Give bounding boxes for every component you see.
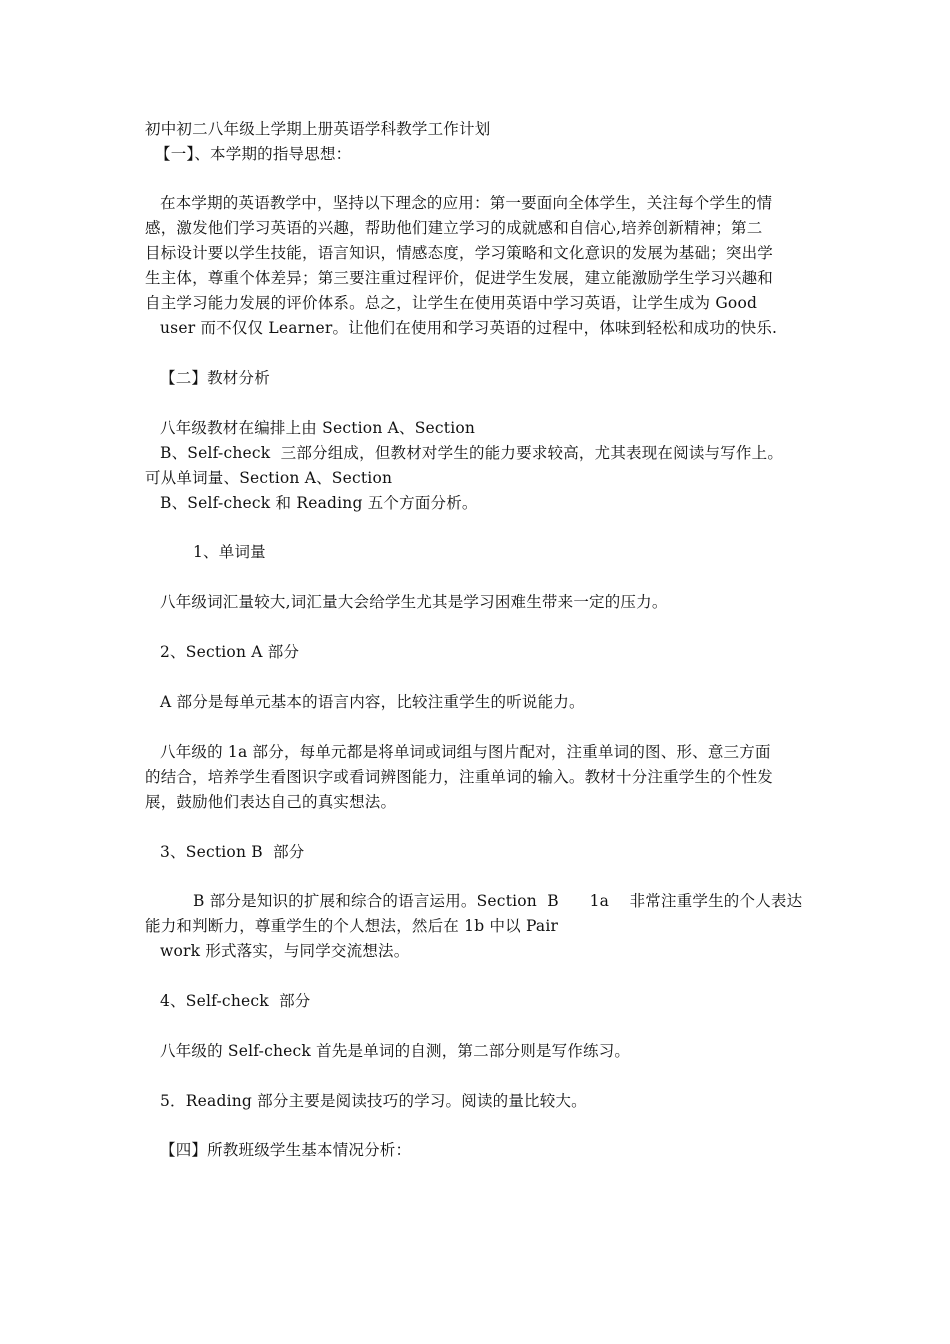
section-b-text-line: B 部分是知识的扩展和综合的语言运用。Section B 1a 非常注重学生的个人表达 — [193, 892, 803, 910]
textbook-intro-line: B、Self-check 和 Reading 五个方面分析。 — [160, 494, 478, 512]
section-1-paragraph-line: 自主学习能力发展的评价体系。总之，让学生在使用英语中学习英语，让学生成为 Good — [145, 294, 758, 312]
section-b-text-line: 能力和判断力，尊重学生的个人想法，然后在 1b 中以 Pair — [145, 917, 559, 935]
document-title: 初中初二八年级上学期上册英语学科教学工作计划 — [145, 120, 491, 138]
section-1-paragraph-line: 感，激发他们学习英语的兴趣，帮助他们建立学习的成就感和自信心,培养创新精神；第二 — [145, 219, 763, 237]
self-check-text: 八年级的 Self-check 首先是单词的自测，第二部分则是写作练习。 — [160, 1042, 631, 1060]
section-b-heading: 3、Section B 部分 — [160, 843, 305, 861]
section-a-detail-line: 展，鼓励他们表达自己的真实想法。 — [145, 793, 397, 811]
textbook-intro-line: 八年级教材在编排上由 Section A、Section — [160, 419, 476, 437]
vocab-text: 八年级词汇量较大,词汇量大会给学生尤其是学习困难生带来一定的压力。 — [160, 593, 668, 611]
vocab-heading: 1、单词量 — [193, 543, 266, 561]
section-1-heading: 【一】、本学期的指导思想： — [155, 145, 352, 163]
section-a-heading: 2、Section A 部分 — [160, 643, 300, 661]
section-1-paragraph-line: user 而不仅仅 Learner。让他们在使用和学习英语的过程中，体味到轻松和成功的快乐. — [160, 319, 778, 337]
section-2-heading: 【二】教材分析 — [160, 369, 270, 387]
section-b-text-line: work 形式落实，与同学交流想法。 — [160, 942, 410, 960]
section-a-detail-line: 的结合，培养学生看图识字或看词辨图能力，注重单词的输入。教材十分注重学生的个性发 — [145, 768, 774, 786]
section-1-paragraph-line: 生主体，尊重个体差异；第三要注重过程评价，促进学生发展，建立能激励学生学习兴趣和 — [145, 269, 774, 287]
section-a-detail-line: 八年级的 1a 部分，每单元都是将单词或词组与图片配对，注重单词的图、形、意三方面 — [160, 743, 771, 761]
self-check-heading: 4、Self-check 部分 — [160, 992, 311, 1010]
textbook-intro-line: B、Self-check 三部分组成，但教材对学生的能力要求较高，尤其表现在阅读与写作上。 — [160, 444, 784, 462]
section-1-paragraph-line: 在本学期的英语教学中，坚持以下理念的应用：第一要面向全体学生，关注每个学生的情 — [160, 194, 773, 212]
section-a-text: A 部分是每单元基本的语言内容，比较注重学生的听说能力。 — [160, 693, 585, 711]
textbook-intro-line: 可从单词量、Section A、Section — [145, 469, 393, 487]
section-1-paragraph-line: 目标设计要以学生技能，语言知识，情感态度，学习策略和文化意识的发展为基础；突出学 — [145, 244, 774, 262]
section-4-heading: 【四】所教班级学生基本情况分析： — [160, 1141, 412, 1159]
reading-text: 5．Reading 部分主要是阅读技巧的学习。阅读的量比较大。 — [160, 1092, 587, 1110]
